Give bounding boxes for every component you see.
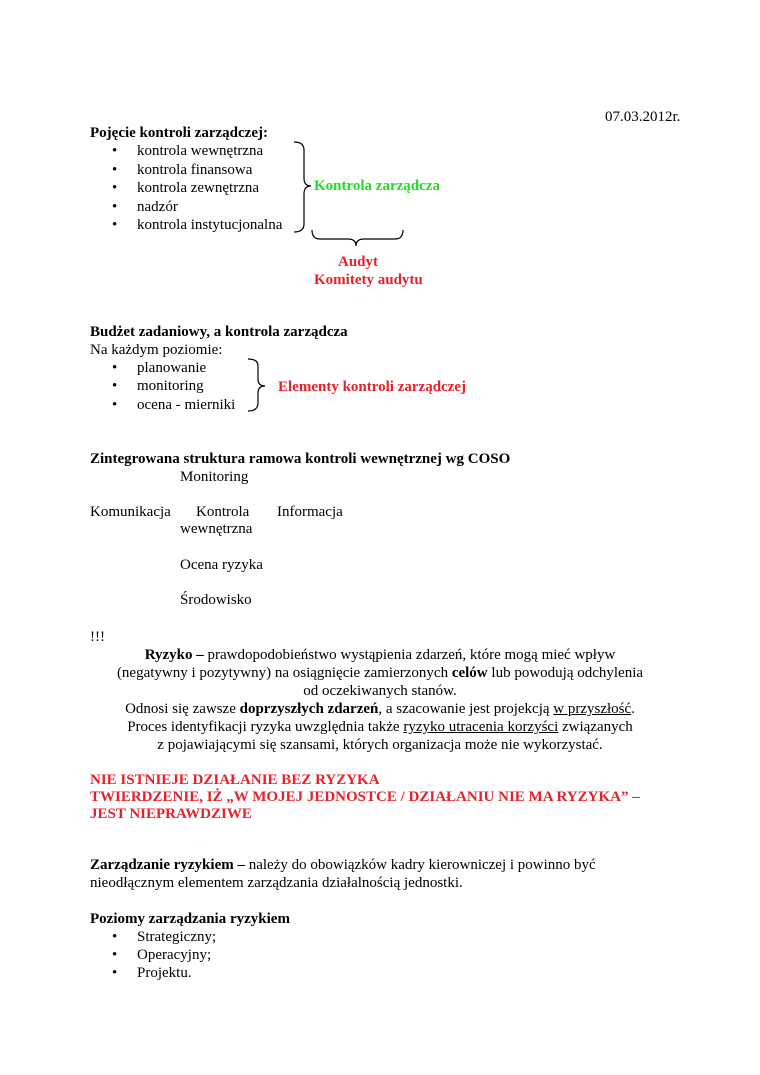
bullet-icon: •: [112, 947, 118, 963]
list-item: • planowanie: [112, 360, 207, 376]
section2-heading: Budżet zadaniowy, a kontrola zarządcza: [90, 324, 348, 340]
coso-komunikacja: Komunikacja: [90, 504, 171, 520]
list-item: • Projektu.: [112, 965, 192, 981]
list-item: • nadzór: [112, 199, 178, 215]
coso-wewnetrzna: wewnętrzna: [180, 521, 253, 537]
risk-definition-line6: z pojawiającymi się szansami, których organizacja może nie wykorzystać.: [157, 737, 603, 753]
bullet-icon: •: [112, 217, 118, 233]
risk-definition-line1: Ryzyko – prawdopodobieństwo wystąpienia zdarzeń, które mogą mieć wpływ: [144, 647, 616, 663]
list-item: • kontrola instytucjonalna: [112, 217, 283, 233]
risk-definition-line4: Odnosi się zawsze doprzyszłych zdarzeń, a szacowanie jest projekcją w przyszłość.: [125, 701, 635, 717]
risk-definition-line5: Proces identyfikacji ryzyka uwzględnia także ryzyko utracenia korzyści związanych: [127, 719, 633, 735]
coso-kontrola: Kontrola: [196, 504, 250, 520]
section3-heading: Zintegrowana struktura ramowa kontroli wewnętrznej wg COSO: [90, 451, 511, 467]
bullet-icon: •: [112, 965, 118, 981]
list-item: • ocena - mierniki: [112, 397, 236, 413]
bullet-icon: •: [112, 397, 118, 413]
risk-definition-line2: (negatywny i pozytywny) na osiągnięcie zamierzonych celów lub powodują odchylenia: [116, 665, 644, 681]
document-date: 07.03.2012r.: [605, 109, 681, 125]
warning-line3: JEST NIEPRAWDZIWE: [90, 806, 252, 822]
audyt-label: Audyt: [338, 254, 379, 270]
list-item: • kontrola zewnętrzna: [112, 180, 260, 196]
coso-informacja: Informacja: [277, 504, 343, 520]
right-brace-section2: [248, 359, 265, 411]
management-line2: nieodłącznym elementem zarządzania działalnością jednostki.: [90, 875, 463, 891]
exclamation-marks: !!!: [90, 629, 105, 645]
coso-ocena-ryzyka: Ocena ryzyka: [180, 557, 263, 573]
elementy-kontroli-label: Elementy kontroli zarządczej: [278, 379, 467, 395]
bullet-icon: •: [112, 199, 118, 215]
bullet-icon: •: [112, 929, 118, 945]
section1-heading: Pojęcie kontroli zarządczej:: [90, 125, 268, 141]
komitety-audytu-label: Komitety audytu: [314, 272, 423, 288]
warning-line1: NIE ISTNIEJE DZIAŁANIE BEZ RYZYKA: [90, 772, 380, 788]
bullet-icon: •: [112, 378, 118, 394]
list-item: • kontrola finansowa: [112, 162, 253, 178]
list-item: • monitoring: [112, 378, 204, 394]
kontrola-zarzadcza-label: Kontrola zarządcza: [314, 178, 440, 194]
coso-monitoring: Monitoring: [180, 469, 249, 485]
warning-line2: TWIERDZENIE, IŻ „W MOJEJ JEDNOSTCE / DZIAŁANIU NIE MA RYZYKA” –: [90, 789, 640, 805]
bullet-icon: •: [112, 180, 118, 196]
list-item: • Operacyjny;: [112, 947, 212, 963]
risk-definition-line3: od oczekiwanych stanów.: [303, 683, 457, 699]
management-line1: Zarządzanie ryzykiem – należy do obowiązków kadry kierowniczej i powinno być: [90, 857, 596, 873]
bullet-icon: •: [112, 162, 118, 178]
right-brace-section1: [294, 142, 311, 232]
levels-heading: Poziomy zarządzania ryzykiem: [90, 911, 290, 927]
bullet-icon: •: [112, 360, 118, 376]
list-item: • kontrola wewnętrzna: [112, 143, 264, 159]
section2-intro: Na każdym poziomie:: [90, 342, 223, 358]
bottom-brace-audit: [312, 230, 403, 246]
list-item: • Strategiczny;: [112, 929, 217, 945]
bullet-icon: •: [112, 143, 118, 159]
coso-srodowisko: Środowisko: [180, 592, 252, 608]
